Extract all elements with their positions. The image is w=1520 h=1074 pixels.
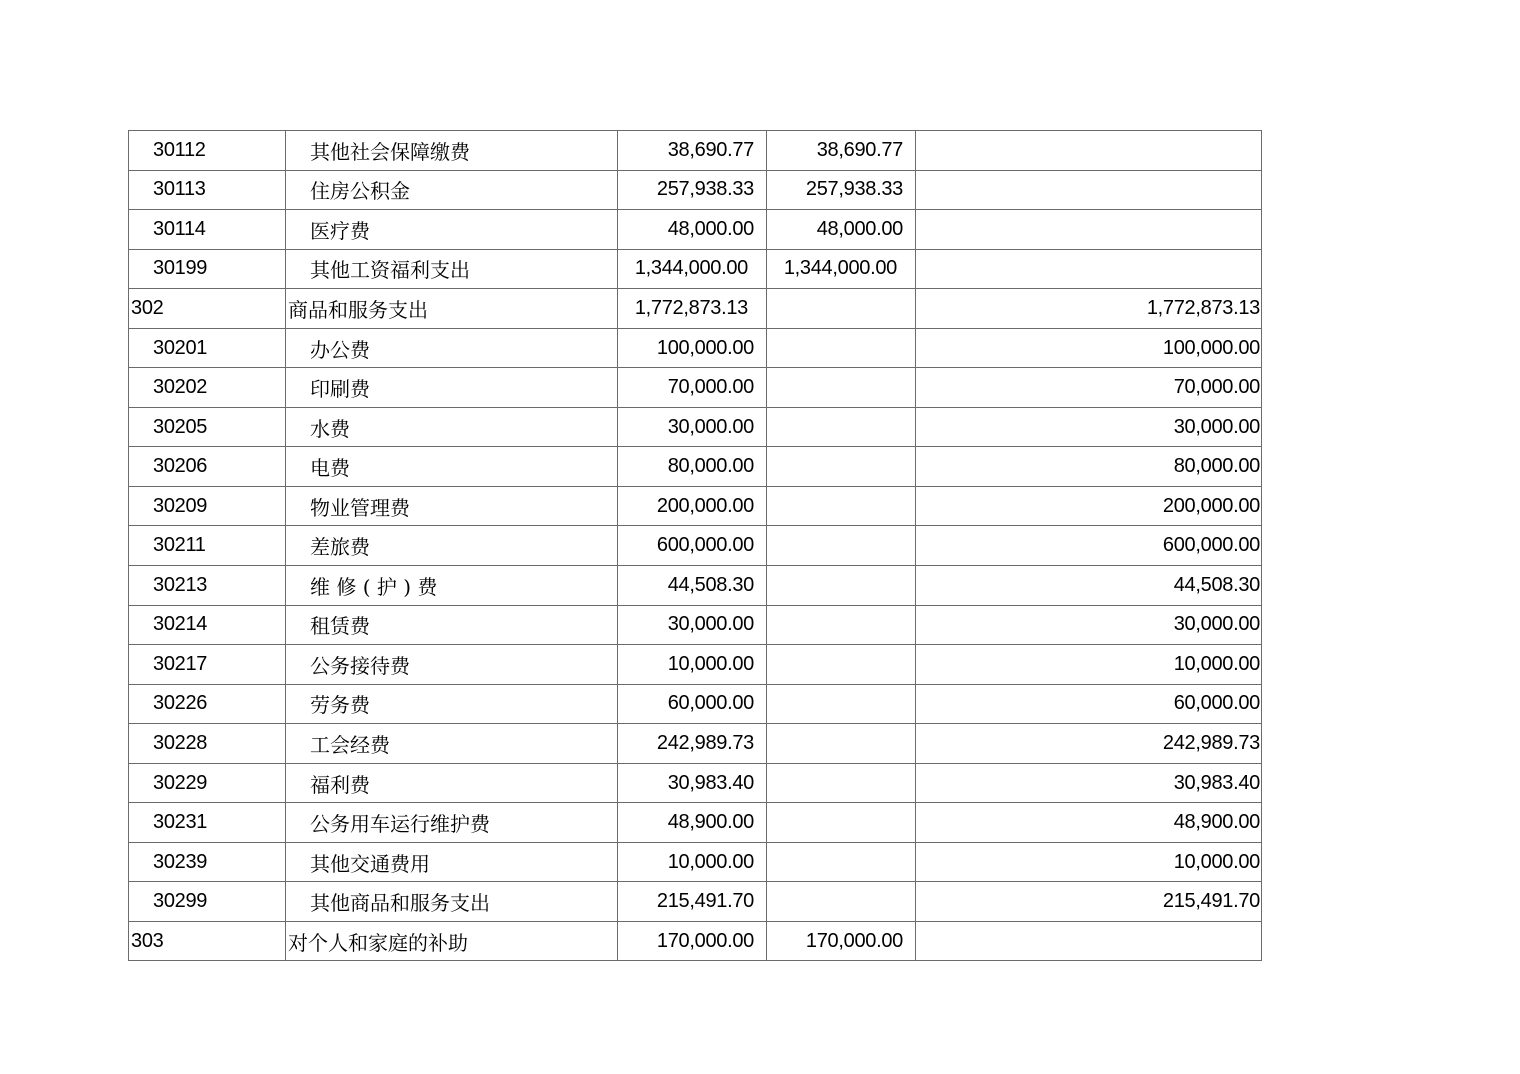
total-amount-cell: 600,000.00 — [618, 526, 767, 566]
basic-expenditure-cell: 257,938.33 — [767, 170, 916, 210]
account-name-cell: 物业管理费 — [286, 486, 618, 526]
account-name-cell: 公务用车运行维护费 — [286, 803, 618, 843]
project-expenditure-cell: 100,000.00 — [916, 328, 1262, 368]
account-code-cell: 30112 — [129, 131, 286, 171]
total-amount-cell: 70,000.00 — [618, 368, 767, 408]
account-code-cell: 30211 — [129, 526, 286, 566]
total-amount-cell: 38,690.77 — [618, 131, 767, 171]
subcategory-row — [129, 526, 1262, 566]
account-name-cell: 福利费 — [286, 763, 618, 803]
basic-expenditure-cell — [767, 882, 916, 922]
subcategory-row — [129, 131, 1262, 171]
account-code-cell: 30114 — [129, 210, 286, 250]
project-expenditure-cell: 60,000.00 — [916, 684, 1262, 724]
project-expenditure-cell: 10,000.00 — [916, 842, 1262, 882]
subcategory-row — [129, 407, 1262, 447]
project-expenditure-cell — [916, 170, 1262, 210]
basic-expenditure-cell — [767, 407, 916, 447]
project-expenditure-cell: 30,000.00 — [916, 407, 1262, 447]
total-amount-cell: 48,000.00 — [618, 210, 767, 250]
account-name-cell: 其他交通费用 — [286, 842, 618, 882]
account-code-cell: 30228 — [129, 724, 286, 764]
account-name-cell: 租赁费 — [286, 605, 618, 645]
subcategory-row — [129, 763, 1262, 803]
account-name-cell: 水费 — [286, 407, 618, 447]
account-name-cell: 办公费 — [286, 328, 618, 368]
project-expenditure-cell: 70,000.00 — [916, 368, 1262, 408]
project-expenditure-cell: 10,000.00 — [916, 645, 1262, 685]
account-name-cell: 公务接待费 — [286, 645, 618, 685]
subcategory-row — [129, 724, 1262, 764]
subcategory-row — [129, 447, 1262, 487]
total-amount-cell: 200,000.00 — [618, 486, 767, 526]
basic-expenditure-cell — [767, 328, 916, 368]
account-code-cell: 30213 — [129, 566, 286, 606]
basic-expenditure-cell — [767, 447, 916, 487]
account-code-cell: 30226 — [129, 684, 286, 724]
account-name-cell: 工会经费 — [286, 724, 618, 764]
table-body — [129, 131, 1262, 961]
account-code-cell: 302 — [129, 289, 286, 329]
basic-expenditure-cell — [767, 645, 916, 685]
total-amount-cell: 1,344,000.00 — [618, 249, 767, 289]
account-name-cell: 电费 — [286, 447, 618, 487]
account-code-cell: 30202 — [129, 368, 286, 408]
account-name-cell: 商品和服务支出 — [286, 289, 618, 329]
account-code-cell: 30113 — [129, 170, 286, 210]
total-amount-cell: 170,000.00 — [618, 921, 767, 961]
subcategory-row — [129, 170, 1262, 210]
account-name-cell: 劳务费 — [286, 684, 618, 724]
account-name-cell: 其他工资福利支出 — [286, 249, 618, 289]
project-expenditure-cell — [916, 210, 1262, 250]
subcategory-row — [129, 368, 1262, 408]
project-expenditure-cell — [916, 249, 1262, 289]
account-code-cell: 30229 — [129, 763, 286, 803]
basic-expenditure-cell — [767, 684, 916, 724]
project-expenditure-cell: 48,900.00 — [916, 803, 1262, 843]
total-amount-cell: 242,989.73 — [618, 724, 767, 764]
total-amount-cell: 100,000.00 — [618, 328, 767, 368]
subcategory-row — [129, 210, 1262, 250]
project-expenditure-cell: 80,000.00 — [916, 447, 1262, 487]
account-code-cell: 30239 — [129, 842, 286, 882]
category-row — [129, 921, 1262, 961]
account-name-cell: 对个人和家庭的补助 — [286, 921, 618, 961]
total-amount-cell: 10,000.00 — [618, 645, 767, 685]
account-code-cell: 30209 — [129, 486, 286, 526]
account-name-cell: 医疗费 — [286, 210, 618, 250]
basic-expenditure-cell — [767, 803, 916, 843]
basic-expenditure-cell — [767, 763, 916, 803]
account-code-cell: 30214 — [129, 605, 286, 645]
subcategory-row — [129, 605, 1262, 645]
budget-expenditure-table — [128, 130, 1262, 961]
account-name-cell: 其他社会保障缴费 — [286, 131, 618, 171]
total-amount-cell: 215,491.70 — [618, 882, 767, 922]
account-name-cell: 印刷费 — [286, 368, 618, 408]
account-code-cell: 30299 — [129, 882, 286, 922]
total-amount-cell: 10,000.00 — [618, 842, 767, 882]
basic-expenditure-cell: 38,690.77 — [767, 131, 916, 171]
budget-expenditure-sheet — [128, 130, 1261, 961]
total-amount-cell: 30,000.00 — [618, 407, 767, 447]
category-row — [129, 289, 1262, 329]
total-amount-cell: 44,508.30 — [618, 566, 767, 606]
basic-expenditure-cell: 1,344,000.00 — [767, 249, 916, 289]
account-code-cell: 30231 — [129, 803, 286, 843]
basic-expenditure-cell — [767, 724, 916, 764]
subcategory-row — [129, 803, 1262, 843]
subcategory-row — [129, 249, 1262, 289]
project-expenditure-cell: 30,983.40 — [916, 763, 1262, 803]
subcategory-row — [129, 842, 1262, 882]
account-code-cell: 30205 — [129, 407, 286, 447]
basic-expenditure-cell: 48,000.00 — [767, 210, 916, 250]
project-expenditure-cell: 600,000.00 — [916, 526, 1262, 566]
total-amount-cell: 30,000.00 — [618, 605, 767, 645]
total-amount-cell: 80,000.00 — [618, 447, 767, 487]
project-expenditure-cell: 44,508.30 — [916, 566, 1262, 606]
account-name-cell: 其他商品和服务支出 — [286, 882, 618, 922]
total-amount-cell: 257,938.33 — [618, 170, 767, 210]
account-code-cell: 30217 — [129, 645, 286, 685]
project-expenditure-cell — [916, 131, 1262, 171]
basic-expenditure-cell — [767, 526, 916, 566]
subcategory-row — [129, 684, 1262, 724]
subcategory-row — [129, 486, 1262, 526]
project-expenditure-cell: 215,491.70 — [916, 882, 1262, 922]
basic-expenditure-cell — [767, 289, 916, 329]
total-amount-cell: 30,983.40 — [618, 763, 767, 803]
account-name-cell: 差旅费 — [286, 526, 618, 566]
subcategory-row — [129, 328, 1262, 368]
basic-expenditure-cell — [767, 842, 916, 882]
project-expenditure-cell: 242,989.73 — [916, 724, 1262, 764]
account-code-cell: 303 — [129, 921, 286, 961]
total-amount-cell: 60,000.00 — [618, 684, 767, 724]
basic-expenditure-cell: 170,000.00 — [767, 921, 916, 961]
total-amount-cell: 48,900.00 — [618, 803, 767, 843]
basic-expenditure-cell — [767, 368, 916, 408]
project-expenditure-cell: 1,772,873.13 — [916, 289, 1262, 329]
total-amount-cell: 1,772,873.13 — [618, 289, 767, 329]
account-name-cell: 住房公积金 — [286, 170, 618, 210]
subcategory-row — [129, 645, 1262, 685]
project-expenditure-cell — [916, 921, 1262, 961]
account-code-cell: 30199 — [129, 249, 286, 289]
project-expenditure-cell: 30,000.00 — [916, 605, 1262, 645]
account-code-cell: 30201 — [129, 328, 286, 368]
basic-expenditure-cell — [767, 566, 916, 606]
account-name-cell: 维 修 ( 护 ) 费 — [286, 566, 618, 606]
account-code-cell: 30206 — [129, 447, 286, 487]
basic-expenditure-cell — [767, 605, 916, 645]
subcategory-row — [129, 566, 1262, 606]
basic-expenditure-cell — [767, 486, 916, 526]
subcategory-row — [129, 882, 1262, 922]
project-expenditure-cell: 200,000.00 — [916, 486, 1262, 526]
